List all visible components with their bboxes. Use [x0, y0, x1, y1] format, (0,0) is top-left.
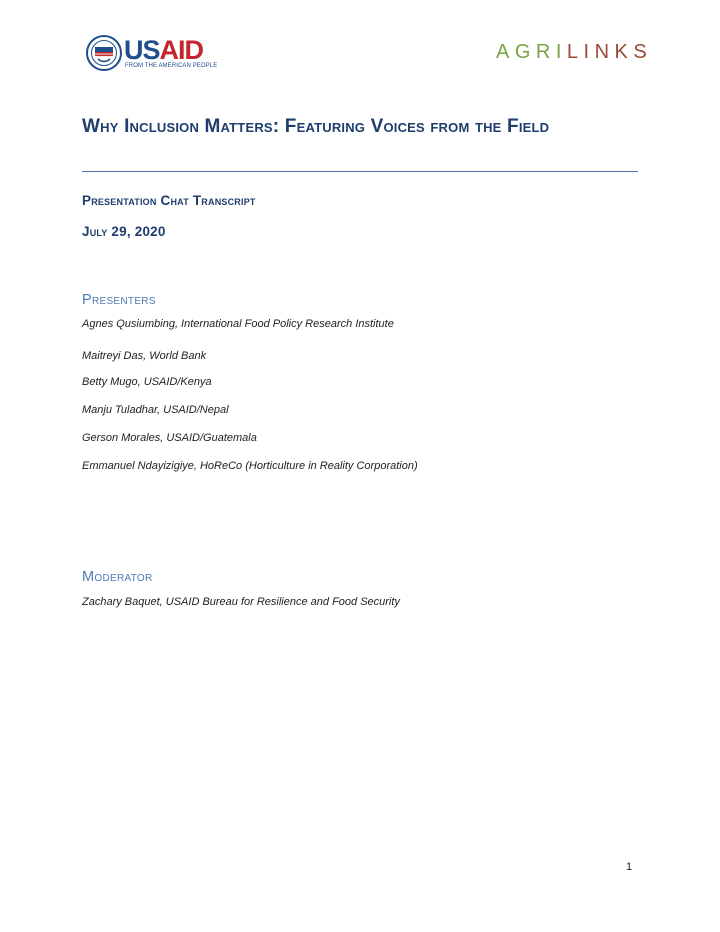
usaid-wordmark-us: US [124, 35, 160, 65]
usaid-wordmark [124, 35, 203, 65]
document-title: Why Inclusion Matters: Featuring Voices from the Field [82, 116, 550, 137]
presenter-item: Betty Mugo, USAID/Kenya [82, 376, 212, 388]
moderator-heading: Moderator [82, 569, 153, 585]
usaid-seal-icon [86, 35, 122, 71]
presenter-item: Agnes Qusiumbing, International Food Policy Research Institute [82, 318, 394, 330]
moderator-item: Zachary Baquet, USAID Bureau for Resilience and Food Security [82, 596, 400, 608]
agrilinks-logo-agri: AGRI [496, 41, 567, 63]
presenter-item: Gerson Morales, USAID/Guatemala [82, 432, 257, 444]
title-divider [82, 171, 638, 172]
usaid-tagline: FROM THE AMERICAN PEOPLE [125, 63, 218, 69]
usaid-logo [86, 35, 218, 73]
presenter-item: Emmanuel Ndayizigiye, HoReCo (Horticulture in Reality Corporation) [82, 460, 418, 472]
page-number: 1 [626, 861, 633, 873]
document-date: July 29, 2020 [82, 224, 166, 239]
agrilinks-logo-links: LINKS [566, 41, 653, 63]
presenters-heading: Presenters [82, 292, 156, 308]
agrilinks-logo [496, 40, 652, 64]
presenter-item: Manju Tuladhar, USAID/Nepal [82, 404, 229, 416]
document-subtitle: Presentation Chat Transcript [82, 193, 256, 208]
presenter-item: Maitreyi Das, World Bank [82, 350, 207, 362]
usaid-wordmark-aid: AID [159, 35, 204, 65]
